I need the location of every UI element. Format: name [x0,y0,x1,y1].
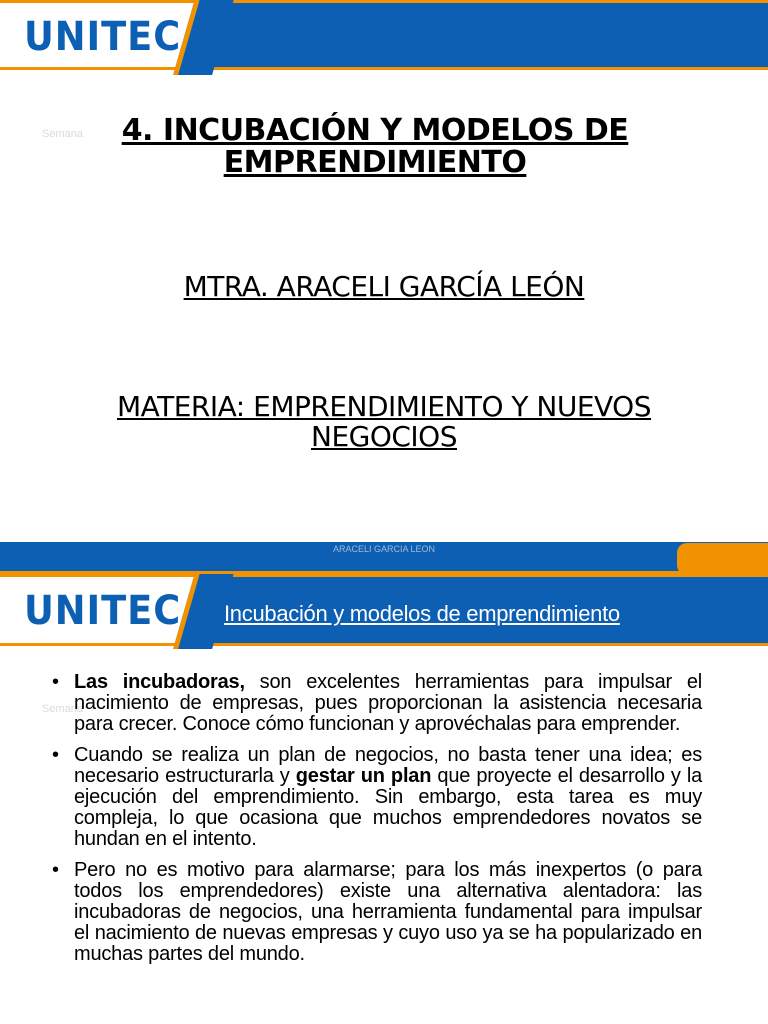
bullet-marker: • [52,671,59,693]
bullet-item [52,860,702,965]
slide-heading: Incubación y modelos de emprendimiento [224,601,620,626]
bullet-marker: • [52,744,59,766]
bullet-text: Cuando se realiza un plan de negocios, no basta tener una idea; es necesario estructurarla y [74,744,702,787]
watermark: Semana [42,703,83,715]
bullet-marker: • [52,859,59,881]
bullet-bold-lead: Las incubadoras, [74,671,245,693]
content-slide [0,574,768,1024]
unitec-logo: UNITEC [24,588,182,634]
bullet-text: son excelentes herramientas para impulsar el nacimiento de empresas, pues proporcionan la asistencia necesaria para crecer. Conoce cómo funcionan y aprovéchalas para emprender. [74,671,702,735]
bullet-text: que proyecte el desarrollo y la ejecución del emprendimiento. Sin embargo, esta tarea es muy compleja, lo que ocasiona que muchos emprendedores novatos se hundan en el intento. [74,765,703,850]
header-bar [0,574,768,646]
unitec-logo: UNITEC [24,14,182,60]
bullet-bold-phrase: gestar un plan [295,765,432,787]
author-name: MTRA. ARACELI GARCÍA LEÓN [183,270,585,303]
footer-bar [0,542,768,574]
bullet-item [52,745,702,850]
bullet-text: Pero no es motivo para alarmarse; para los más inexpertos (o para todos los emprendedores) existe una alternativa alentadora: las incubadoras de negocios, una herramienta fundamental para impulsar el nacimiento de nuevas empresas y cuyo uso ya se ha popularizado en muchas partes del mundo. [74,859,702,965]
subject-line: MATERIA: EMPRENDIMIENTO Y NUEVOS NEGOCIOS [117,390,651,453]
watermark: Semana [42,128,83,140]
bullet-item [52,672,702,735]
footer-text: ARACELI GARCIA LEON [332,544,436,554]
slide-title: 4. INCUBACIÓN Y MODELOS DE EMPRENDIMIENTO [121,113,629,180]
footer-orange-tab [677,543,768,574]
bullet-list [52,672,702,975]
header-bar [0,0,768,70]
